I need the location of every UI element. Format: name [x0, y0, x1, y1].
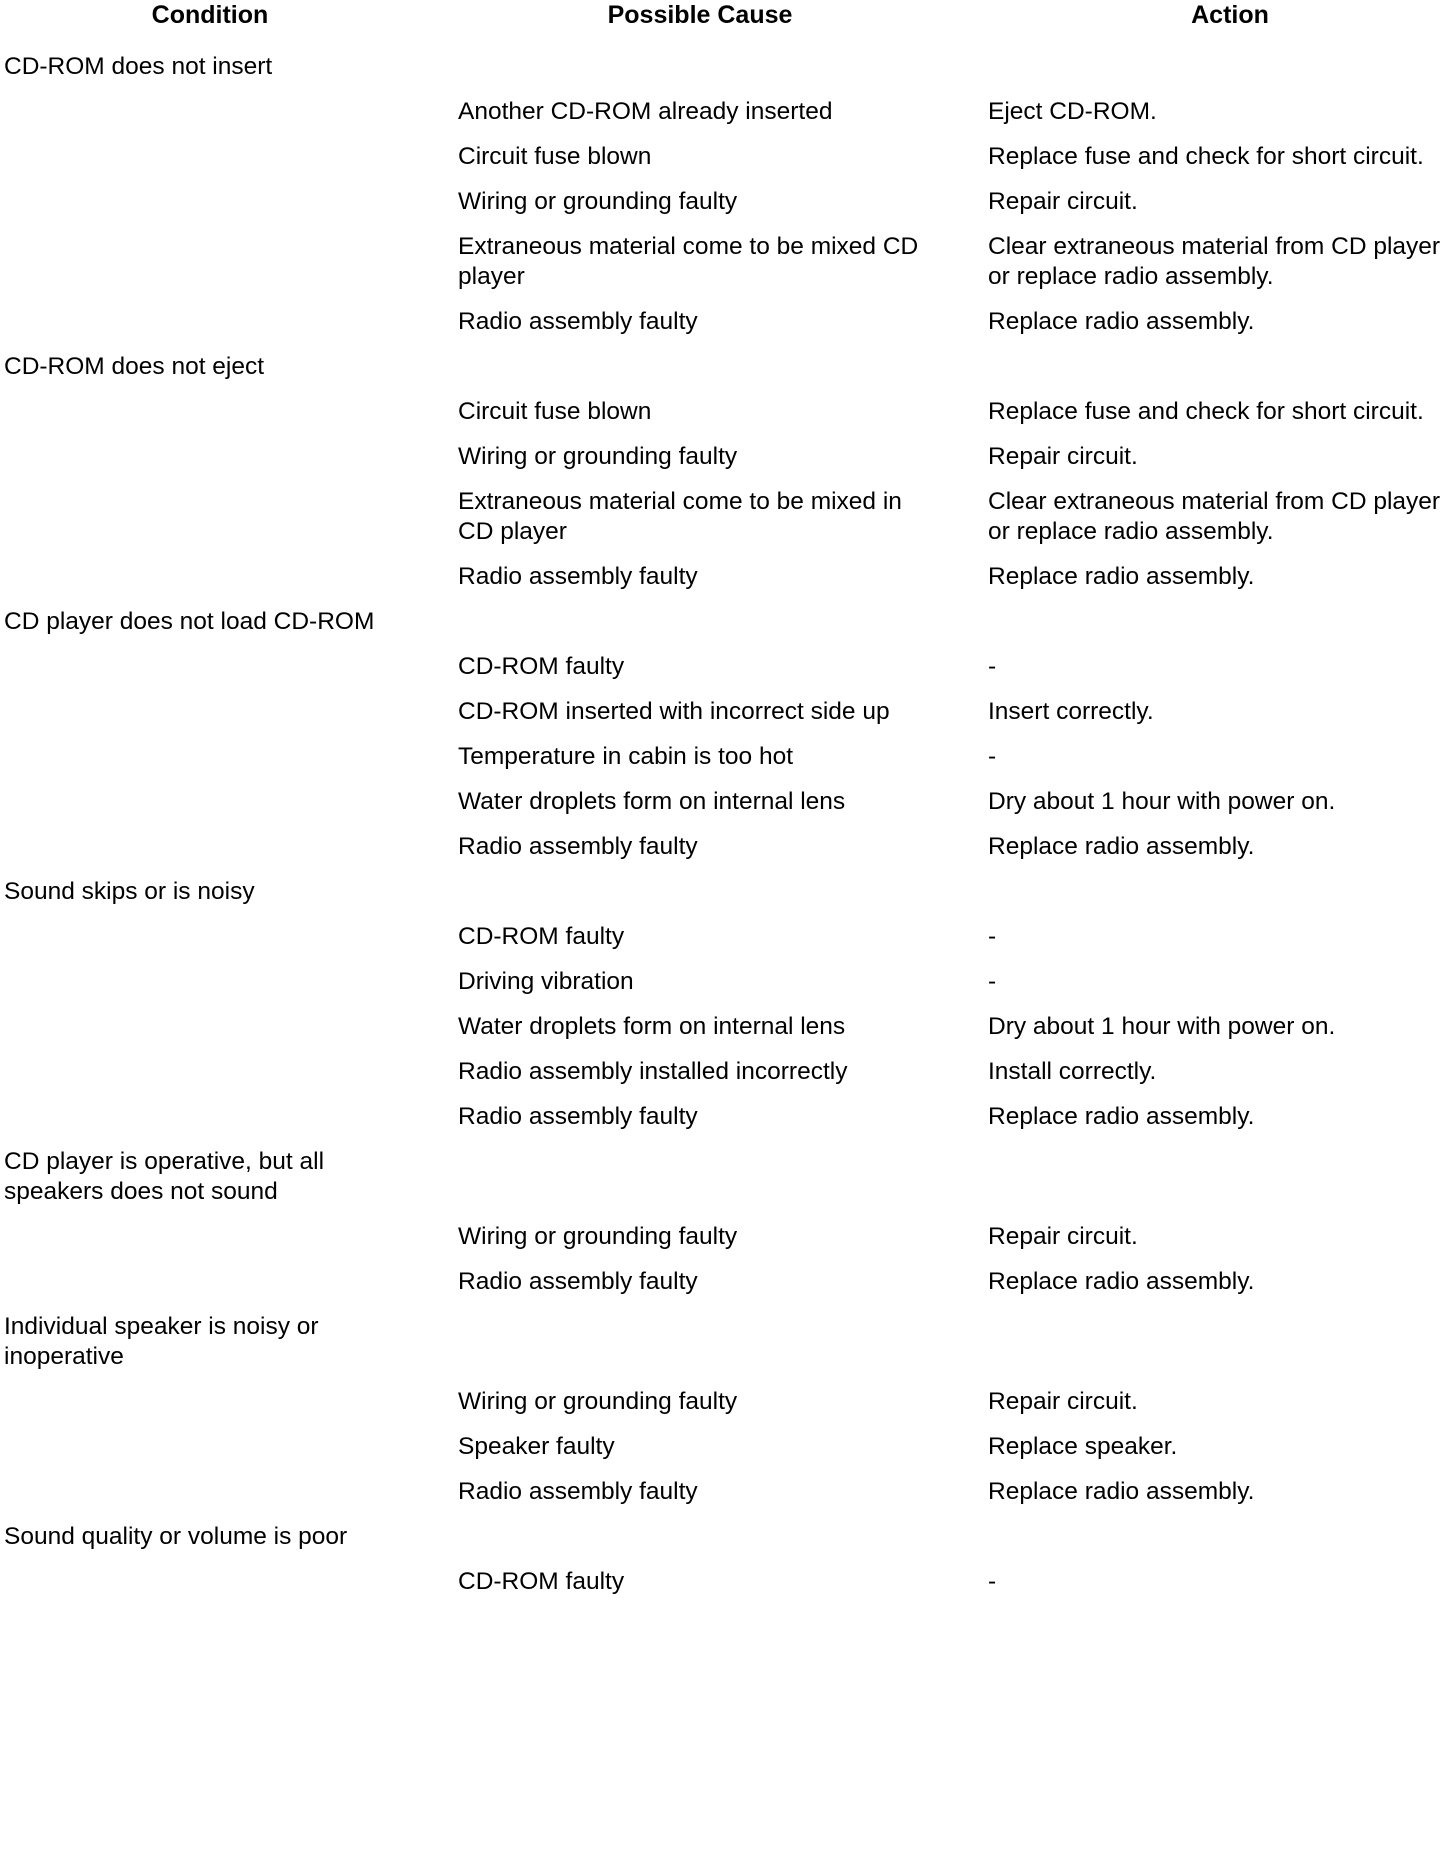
action-cell: Replace radio assembly. [988, 1103, 1255, 1130]
possible-cause-cell: Radio assembly faulty [458, 563, 698, 590]
header-condition: Condition [151, 1, 269, 29]
action-cell: Replace radio assembly. [988, 833, 1255, 860]
possible-cause-cell: Wiring or grounding faulty [458, 443, 738, 470]
possible-cause-cell: Radio assembly faulty [458, 1103, 698, 1130]
header-possible-cause: Possible Cause [607, 1, 793, 29]
possible-cause-cell: Radio assembly faulty [458, 1478, 698, 1505]
possible-cause-cell: Radio assembly faulty [458, 308, 698, 335]
action-cell: Replace fuse and check for short circuit. [988, 143, 1424, 170]
action-cell: Replace radio assembly. [988, 1268, 1255, 1295]
action-cell: Repair circuit. [988, 1388, 1138, 1415]
action-cell: - [988, 968, 997, 995]
possible-cause-cell: Water droplets form on internal lens [458, 788, 846, 815]
possible-cause-cell: Extraneous material come to be mixed CD player [458, 233, 919, 290]
action-cell: Replace fuse and check for short circuit. [988, 398, 1424, 425]
possible-cause-cell: CD-ROM inserted with incorrect side up [458, 698, 890, 725]
possible-cause-cell: Another CD-ROM already inserted [458, 98, 833, 125]
condition-label: CD player does not load CD-ROM [4, 608, 375, 635]
action-cell: Dry about 1 hour with power on. [988, 1013, 1336, 1040]
action-cell: Replace radio assembly. [988, 308, 1255, 335]
action-cell: Dry about 1 hour with power on. [988, 788, 1336, 815]
action-cell: Insert correctly. [988, 698, 1154, 725]
action-cell: Repair circuit. [988, 443, 1138, 470]
action-cell: Eject CD-ROM. [988, 98, 1157, 125]
possible-cause-cell: CD-ROM faulty [458, 653, 625, 680]
possible-cause-cell: CD-ROM faulty [458, 923, 625, 950]
condition-label: CD player is operative, but all speakers does not sound [4, 1148, 325, 1205]
action-cell: - [988, 923, 997, 950]
condition-label: Sound quality or volume is poor [4, 1523, 348, 1550]
action-cell: - [988, 653, 997, 680]
possible-cause-cell: CD-ROM faulty [458, 1568, 625, 1595]
possible-cause-cell: Circuit fuse blown [458, 398, 652, 425]
action-cell: Replace radio assembly. [988, 1478, 1255, 1505]
possible-cause-cell: Speaker faulty [458, 1433, 615, 1460]
condition-label: Sound skips or is noisy [4, 878, 255, 905]
action-cell: Replace speaker. [988, 1433, 1178, 1460]
action-cell: Repair circuit. [988, 188, 1138, 215]
action-cell: Clear extraneous material from CD player or replace radio assembly. [988, 488, 1441, 545]
action-cell: Replace radio assembly. [988, 563, 1255, 590]
possible-cause-cell: Temperature in cabin is too hot [458, 743, 794, 770]
action-cell: - [988, 743, 997, 770]
possible-cause-cell: Water droplets form on internal lens [458, 1013, 846, 1040]
possible-cause-cell: Wiring or grounding faulty [458, 1388, 738, 1415]
action-cell: Clear extraneous material from CD player or replace radio assembly. [988, 233, 1441, 290]
condition-label: CD-ROM does not insert [4, 53, 273, 80]
possible-cause-cell: Radio assembly installed incorrectly [458, 1058, 848, 1085]
possible-cause-cell: Driving vibration [458, 968, 634, 995]
action-cell: Install correctly. [988, 1058, 1157, 1085]
condition-label: CD-ROM does not eject [4, 353, 265, 380]
possible-cause-cell: Wiring or grounding faulty [458, 1223, 738, 1250]
header-action: Action [1191, 1, 1269, 29]
possible-cause-cell: Radio assembly faulty [458, 1268, 698, 1295]
possible-cause-cell: Wiring or grounding faulty [458, 188, 738, 215]
possible-cause-cell: Extraneous material come to be mixed in CD player [458, 488, 902, 545]
possible-cause-cell: Circuit fuse blown [458, 143, 652, 170]
possible-cause-cell: Radio assembly faulty [458, 833, 698, 860]
condition-label: Individual speaker is noisy or inoperative [4, 1313, 319, 1370]
action-cell: - [988, 1568, 997, 1595]
action-cell: Repair circuit. [988, 1223, 1138, 1250]
